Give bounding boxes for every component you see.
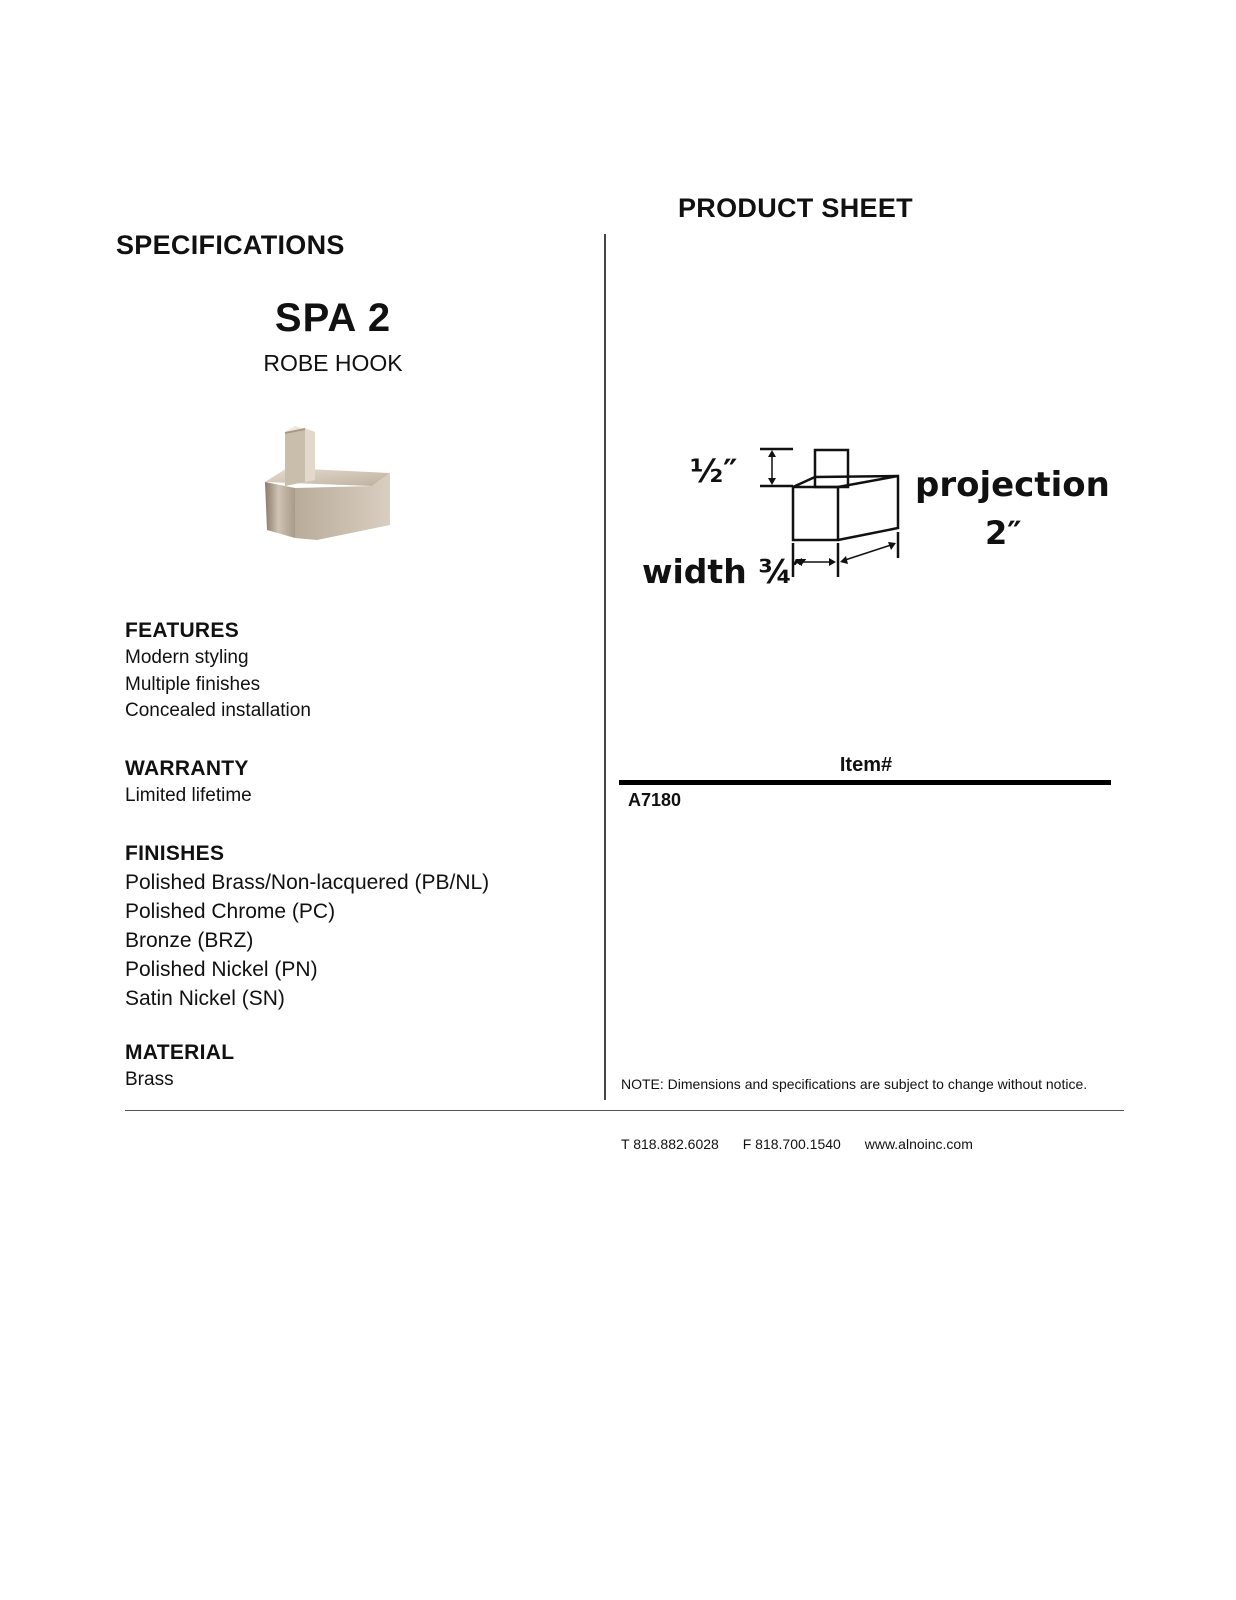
feature-item: Concealed installation bbox=[125, 700, 311, 721]
feature-item: Multiple finishes bbox=[125, 673, 261, 695]
fax-number: F 818.700.1540 bbox=[742, 1136, 841, 1152]
finish-item: Satin Nickel (SN) bbox=[125, 987, 285, 1010]
projection-value: 2″ bbox=[985, 514, 1022, 552]
warranty-title: WARRANTY bbox=[125, 757, 249, 780]
finish-item: Polished Brass/Non-lacquered (PB/NL) bbox=[125, 871, 490, 894]
feature-item: Modern styling bbox=[125, 647, 249, 668]
width-label: width ¾″ bbox=[642, 552, 808, 591]
projection-label: projection bbox=[915, 465, 1110, 505]
product-type: ROBE HOOK bbox=[263, 350, 403, 376]
item-number: A7180 bbox=[628, 790, 682, 810]
material-item: Brass bbox=[125, 1069, 174, 1090]
finish-item: Bronze (BRZ) bbox=[125, 929, 254, 952]
finishes-title: FINISHES bbox=[125, 842, 225, 865]
column-divider bbox=[604, 234, 606, 1100]
specifications-heading: SPECIFICATIONS bbox=[116, 230, 345, 260]
robe-hook-photo bbox=[255, 420, 400, 550]
height-label: ½″ bbox=[690, 452, 738, 490]
material-title: MATERIAL bbox=[125, 1041, 235, 1064]
material-section bbox=[125, 1039, 234, 1094]
warranty-item: Limited lifetime bbox=[125, 785, 252, 806]
finish-item: Polished Chrome (PC) bbox=[125, 900, 336, 923]
warranty-section bbox=[125, 755, 252, 810]
website-link[interactable]: www.alnoinc.com bbox=[864, 1136, 973, 1152]
finishes-section bbox=[125, 840, 489, 1013]
phone-number: T 818.882.6028 bbox=[621, 1136, 719, 1152]
product-sheet-heading: PRODUCT SHEET bbox=[678, 193, 913, 223]
features-section bbox=[125, 617, 311, 725]
model-name: SPA 2 bbox=[274, 296, 392, 340]
item-number-header: Item# bbox=[839, 754, 893, 776]
contact-info bbox=[621, 1136, 993, 1152]
footer-divider bbox=[125, 1110, 1124, 1111]
item-table-rule bbox=[619, 780, 1111, 785]
finish-item: Polished Nickel (PN) bbox=[125, 958, 318, 981]
dimension-diagram bbox=[640, 440, 1110, 600]
features-title: FEATURES bbox=[125, 619, 240, 642]
disclaimer-note: NOTE: Dimensions and specifications are subject to change without notice. bbox=[621, 1076, 1088, 1092]
